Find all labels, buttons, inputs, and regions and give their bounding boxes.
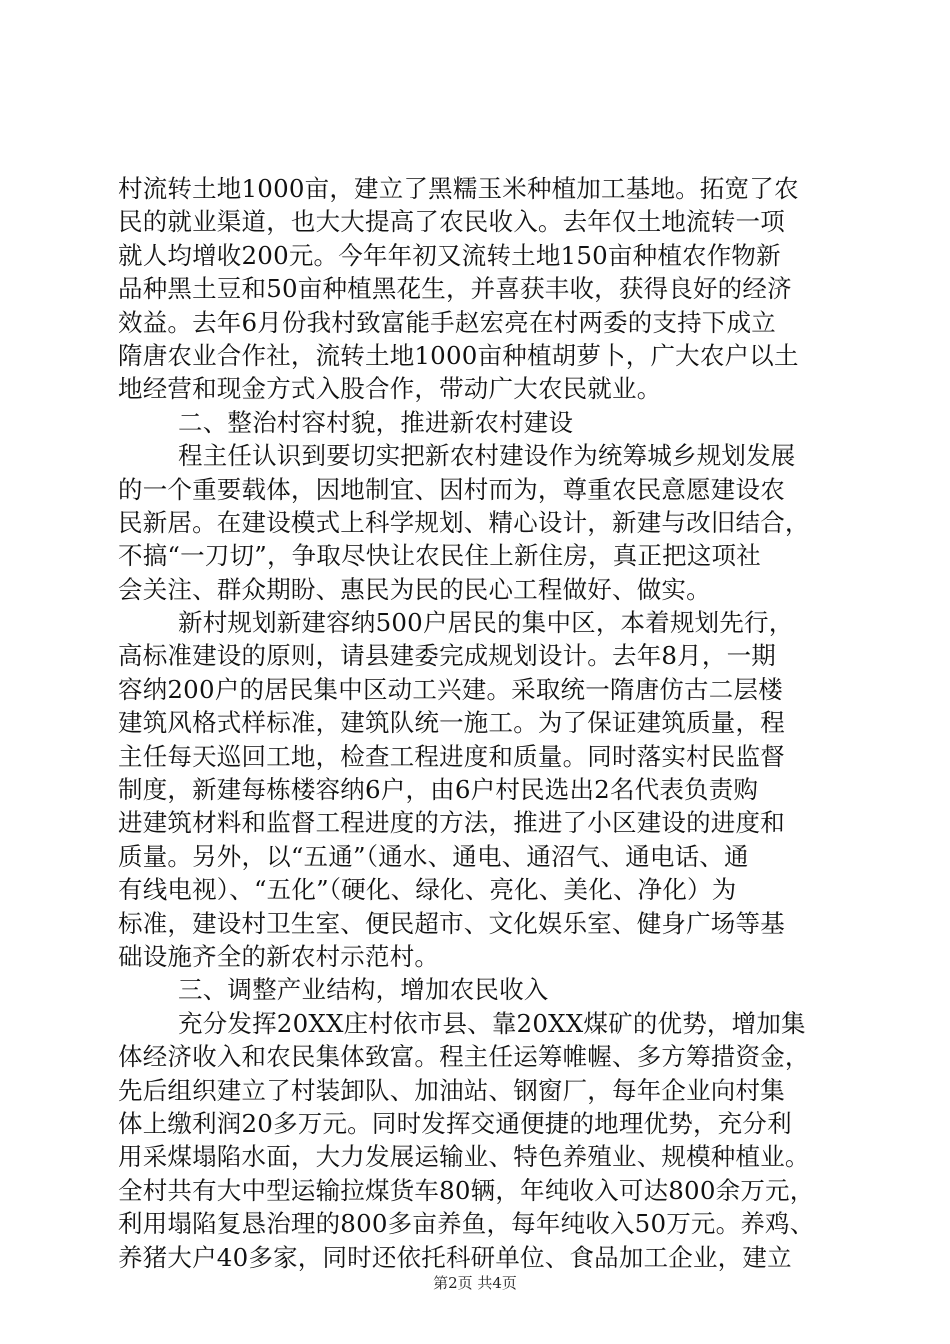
text-line: 先后组织建立了村装卸队、加油站、钢窗厂，每年企业向村集: [118, 1075, 785, 1105]
document-body: [118, 172, 833, 1274]
section-heading: 三、调整产业结构，增加农民收入: [178, 975, 549, 1005]
text-line: 地经营和现金方式入股合作，带动广大农民就业。: [118, 374, 662, 404]
text-line: 效益。去年6月份我村致富能手赵宏亮在村两委的支持下成立: [118, 307, 776, 337]
text-line: 用采煤塌陷水面，大力发展运输业、特色养殖业、规模种植业。: [118, 1142, 810, 1172]
text-line: 体上缴利润20多万元。同时发挥交通便捷的地理优势，充分利: [118, 1108, 792, 1138]
text-line: 品种黑土豆和50亩种植黑花生，并喜获丰收，获得良好的经济: [118, 274, 792, 304]
text-line: 体经济收入和农民集体致富。程主任运筹帷幄、多方筹措资金，: [118, 1042, 810, 1072]
text-line: 村流转土地1000亩，建立了黑糯玉米种植加工基地。拓宽了农: [118, 174, 799, 203]
text-line: 容纳200户的居民集中区动工兴建。采取统一隋唐仿古二层楼: [118, 674, 783, 704]
text-line: 质量。另外，以“五通”（通水、通电、通沼气、通电话、通: [118, 841, 749, 871]
paragraph-first-line: 新村规划新建容纳500户居民的集中区，本着规划先行，: [178, 608, 794, 638]
text-line: 全村共有大中型运输拉煤货车80辆，年纯收入可达800余万元，: [118, 1175, 815, 1205]
paragraph-first-line: 程主任认识到要切实把新农村建设作为统筹城乡规划发展: [178, 441, 796, 471]
text-line: 有线电视）、“五化”（硬化、绿化、亮化、美化、净化）为: [118, 875, 737, 905]
page-number-footer: 第2页 共4页: [433, 1274, 517, 1292]
text-line: 利用塌陷复恳治理的800多亩养鱼，每年纯收入50万元。养鸡、: [118, 1209, 815, 1239]
text-line: 高标准建设的原则，请县建委完成规划设计。去年8月，一期: [118, 641, 776, 671]
text-line: 础设施齐全的新农村示范村。: [118, 941, 440, 971]
text-line: 民的就业渠道，也大大提高了农民收入。去年仅土地流转一项: [118, 207, 785, 237]
text-line: 制度，新建每栋楼容纳6户，由6户村民选出2名代表负责购: [118, 775, 759, 805]
text-line: 不搞“一刀切”，争取尽快让农民住上新住房，真正把这项社: [118, 541, 761, 571]
text-line: 养猪大户40多家，同时还依托科研单位、食品加工企业，建立: [118, 1242, 792, 1272]
section-heading: 二、整治村容村貌，推进新农村建设: [178, 407, 574, 437]
text-line: 进建筑材料和监督工程进度的方法，推进了小区建设的进度和: [118, 808, 785, 838]
text-line: 的一个重要载体，因地制宜、因村而为，尊重农民意愿建设农: [118, 474, 785, 504]
text-line: 隋唐农业合作社，流转土地1000亩种植胡萝卜，广大农户以土: [118, 340, 799, 370]
text-line: 标准，建设村卫生室、便民超市、文化娱乐室、健身广场等基: [118, 908, 785, 938]
text-line: 民新居。在建设模式上科学规划、精心设计，新建与改旧结合，: [118, 507, 810, 537]
text-line: 主任每天巡回工地，检查工程进度和质量。同时落实村民监督: [118, 741, 785, 771]
paragraph-first-line: 充分发挥20XX庄村依市县、靠20XX煤矿的优势，增加集: [178, 1008, 806, 1038]
text-line: 就人均增收200元。今年年初又流转土地150亩种植农作物新: [118, 240, 781, 270]
text-line: 建筑风格式样标准，建筑队统一施工。为了保证建筑质量，程: [118, 708, 785, 738]
text-line: 会关注、群众期盼、惠民为民的民心工程做好、做实。: [118, 574, 711, 604]
